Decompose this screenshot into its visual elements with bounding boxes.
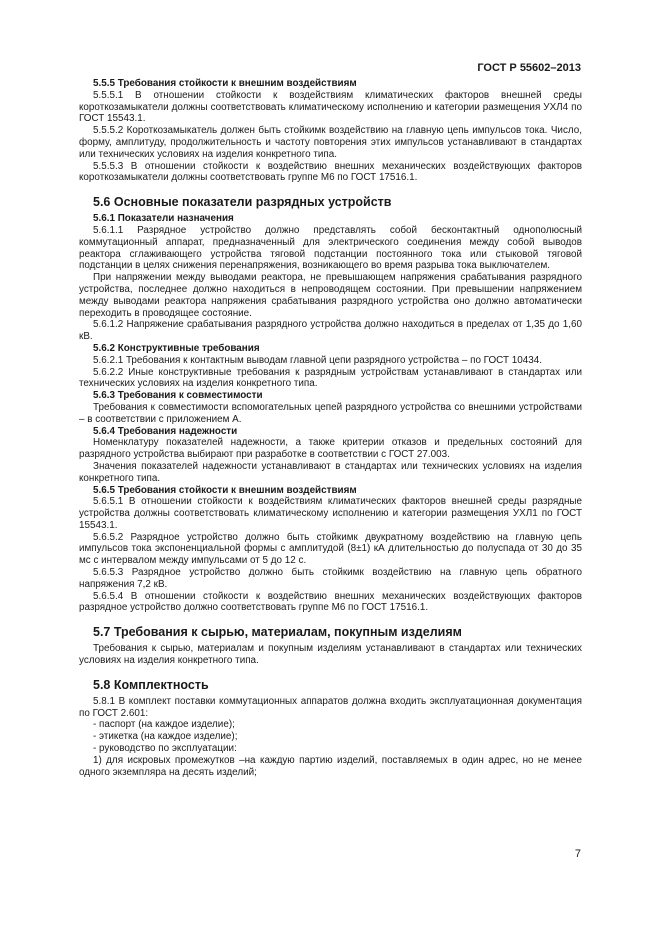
paragraph: 5.6.1.2 Напряжение срабатывания разрядного устройства должно находиться в пределах от 1,35 до 1,60 кВ.: [79, 319, 582, 343]
paragraph: - паспорт (на каждое изделие);: [93, 719, 235, 731]
paragraph: 5.6.5.1 В отношении стойкости к воздействиям климатических факторов внешней среды разрядные устройства должны соответствовать климатическому исполнению и категории размещения УХЛ1 по ГОСТ 15543.1.: [79, 496, 582, 531]
subsection-heading: 5.5.5 Требования стойкости к внешним воздействиям: [93, 78, 357, 89]
paragraph: Значения показателей надежности устанавливают в стандартах или технических условиях на изделия конкретного типа.: [79, 460, 582, 484]
subsection-heading: 5.6.5 Требования стойкости к внешним воздействиям: [93, 484, 357, 496]
paragraph: Номенклатуру показателей надежности, а также критерии отказов и предельных состояний для разрядного устройства выбирают при разработке в соответствии с ГОСТ 27.003.: [79, 437, 582, 461]
paragraph: 5.8.1 В комплект поставки коммутационных аппаратов должна входить эксплуатационная документация по ГОСТ 2.601:: [79, 695, 582, 719]
paragraph: Требования к сырью, материалам и покупным изделиям устанавливают в стандартах или технических условиях на изделия конкретного типа.: [79, 643, 582, 667]
paragraph: 5.6.5.3 Разрядное устройство должно быть стойкимк воздействию на главную цепь обратного напряжения 7,2 кВ.: [79, 567, 582, 590]
paragraph: 1) для искровых промежутков –на каждую партию изделий, поставляемых в один адрес, но не менее одного экземпляра на десять изделий;: [79, 754, 582, 778]
section-heading: 5.7 Требования к сырью, материалам, покупным изделиям: [93, 625, 462, 640]
paragraph: - этикетка (на каждое изделие);: [93, 731, 238, 743]
paragraph: 5.5.5.3 В отношении стойкости к воздействию внешних механических воздействующих факторов короткозамыкатели должны соответствовать группе М6 по ГОСТ 17516.1.: [79, 160, 582, 184]
subsection-heading: 5.6.3 Требования к совместимости: [93, 390, 263, 402]
document-header: ГОСТ Р 55602–2013: [477, 62, 581, 74]
subsection-heading: 5.6.1 Показатели назначения: [93, 213, 234, 225]
paragraph: 5.6.2.2 Иные конструктивные требования к разрядным устройствам устанавливают в стандартах или технических условиях на изделия конкретного типа.: [79, 366, 582, 390]
paragraph: - руководство по эксплуатации:: [93, 743, 237, 755]
page-content: [79, 78, 582, 778]
paragraph: 5.5.5.2 Короткозамыкатель должен быть стойкимк воздействию на главную цепь импульсов тока. Число, форму, амплитуду, продолжительность и частоту повторения этих импульсов устанавливают в стандартах или технических условиях на изделия конкретного типа.: [79, 125, 582, 160]
section-heading: 5.6 Основные показатели разрядных устройств: [93, 195, 392, 210]
paragraph: 5.6.5.4 В отношении стойкости к воздействию внешних механических воздействующих факторов разрядное устройство должно соответствовать группе М6 по ГОСТ 17516.1.: [79, 590, 582, 614]
section-heading: 5.8 Комплектность: [93, 677, 209, 692]
paragraph: 5.6.1.1 Разрядное устройство должно представлять собой бесконтактный однополюсный коммутационный аппарат, предназначенный для электрического соединения между собой выводов реактора сглаживающего устройства тяговой подстанции постоянного тока или стыковой тяговой подстанции в целях снижения перенапряжения, возникающего во время разрыва тока выключателем.: [79, 224, 582, 272]
subsection-heading: 5.6.4 Требования надежности: [93, 425, 238, 437]
paragraph: 5.5.5.1 В отношении стойкости к воздействиям климатических факторов внешней среды короткозамыкатели должны соответствовать климатическому исполнению и категории размещения УХЛ4 по ГОСТ 15543.1.: [79, 89, 582, 125]
page-number: 7: [574, 848, 581, 860]
paragraph: 5.6.2.1 Требования к контактным выводам главной цепи разрядного устройства – по ГОСТ 10434.: [93, 354, 542, 366]
subsection-heading: 5.6.2 Конструктивные требования: [93, 342, 260, 354]
paragraph: Требования к совместимости вспомогательных цепей разрядного устройства со внешними устройствами – в соответствии с приложением А.: [79, 401, 582, 425]
paragraph: При напряжении между выводами реактора, не превышающем напряжения срабатывания разрядного устройства, последнее должно находиться в непроводящем состоянии. При превышении напряжением между выводами реактора напряжения срабатывания разрядного устройства оно должно автоматически переходить в проводящее состояние.: [79, 272, 582, 319]
paragraph: 5.6.5.2 Разрядное устройство должно быть стойкимк двукратному воздействию на главную цепь импульсов тока экспоненциальной формы с амплитудой (8±1) кА длительностью до полуспада от 30 до 35 мс с интервалом между импульсами от 5 до 12 с.: [79, 531, 582, 567]
